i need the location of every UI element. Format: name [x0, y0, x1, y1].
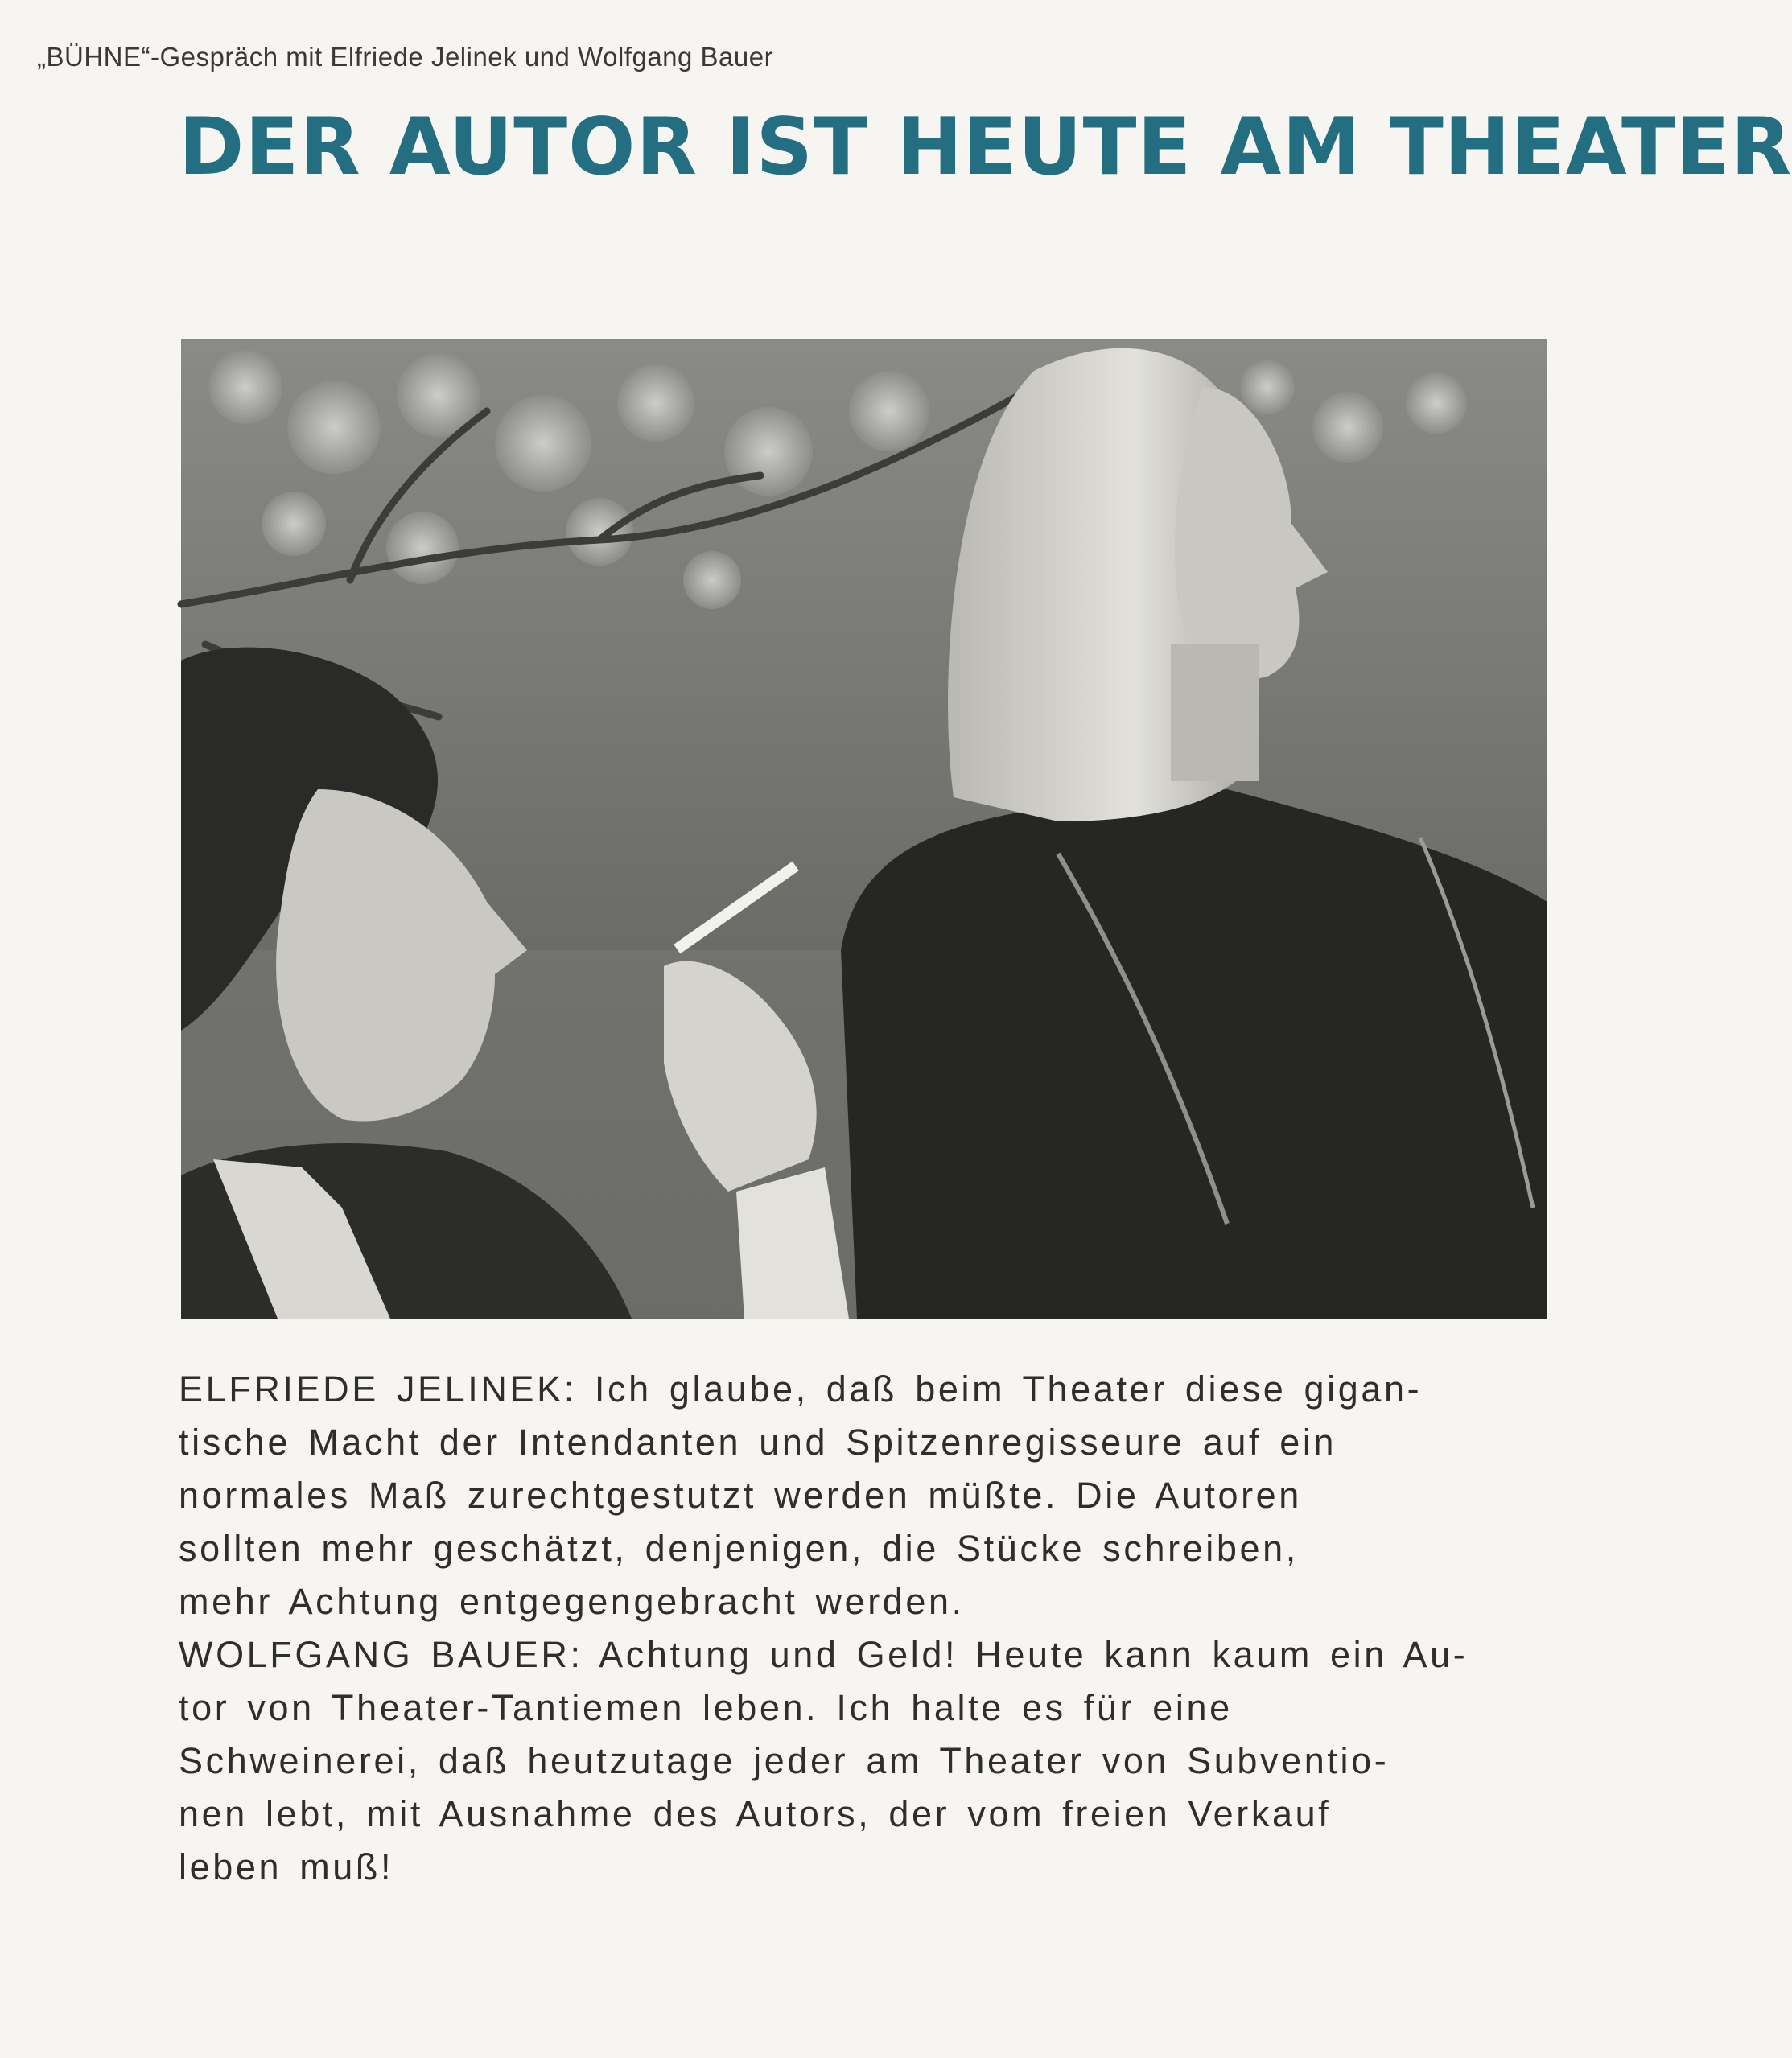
interview-text	[179, 1363, 1547, 1894]
portrait-photo	[181, 339, 1547, 1319]
kicker-line: „BÜHNE“-Gespräch mit Elfriede Jelinek und Wolfgang Bauer	[37, 42, 774, 72]
text-line: mehr Achtung entgegengebracht werden.	[179, 1581, 965, 1622]
text-line: nen lebt, mit Ausnahme des Autors, der vom freien Verkauf	[179, 1793, 1332, 1834]
text-line: ELFRIEDE JELINEK: Ich glaube, daß beim Theater diese gigan-	[179, 1369, 1423, 1410]
text-line: tische Macht der Intendanten und Spitzenregisseure auf ein	[179, 1422, 1337, 1463]
text-line: sollten mehr geschätzt, denjenigen, die Stücke schreiben,	[179, 1528, 1299, 1569]
text-line: WOLFGANG BAUER: Achtung und Geld! Heute kann kaum ein Au-	[179, 1634, 1469, 1675]
text-line: tor von Theater-Tantiemen leben. Ich halte es für eine	[179, 1687, 1233, 1728]
text-line: leben muß!	[179, 1846, 394, 1887]
headline: DER AUTOR IST HEUTE AM THEATER	[179, 101, 1792, 193]
text-line: normales Maß zurechtgestutzt werden müßte. Die Autoren	[179, 1475, 1302, 1516]
text-line: Schweinerei, daß heutzutage jeder am Theater von Subventio-	[179, 1740, 1390, 1781]
